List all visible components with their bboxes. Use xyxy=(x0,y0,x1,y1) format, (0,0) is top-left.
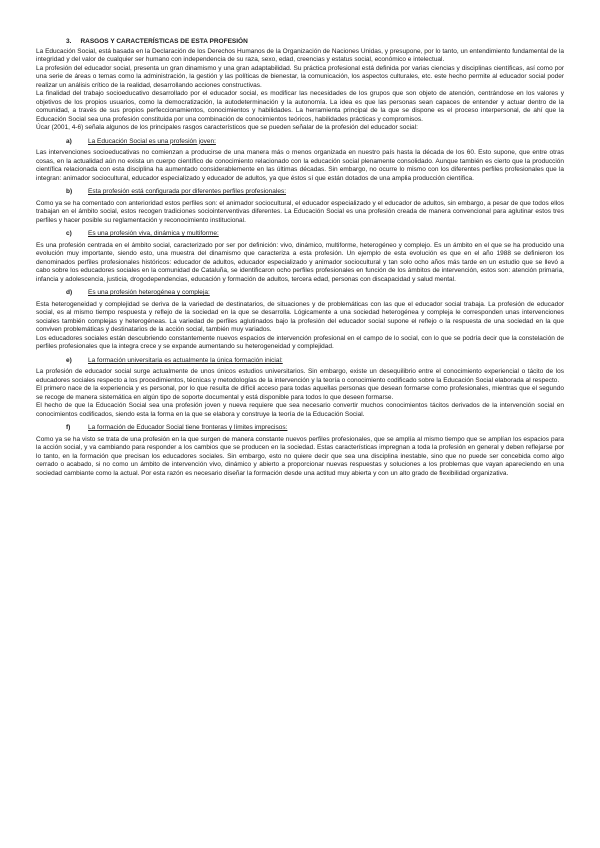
section-heading xyxy=(66,38,564,47)
intro-paragraph: La profesión del educador social, presenta un gran dinamismo y una gran adaptabilidad. Su práctica profesional está definida por varias ciencias y disciplinas científicas, así como por una serie de áreas o temas como la administración, la gestión y las políticas de bienestar, la comunicación, los aspectos culturales, etc. este hecho permite al educador social poder realizar un análisis crítico de la realidad, desarrollando acciones constructivas. xyxy=(36,64,564,89)
document-page xyxy=(36,38,564,478)
subsection-label: c) xyxy=(66,230,72,237)
subsection-title: La formación universitaria es actualmente la única formación inicial: xyxy=(88,356,283,364)
body-paragraph: El primero nace de la experiencia y es personal, por lo que resulta de difícil acceso para todas aquellas personas que desean formarse como profesionales, mientras que el segundo se recoge de manera sistemática en algún tipo de soporte documental y está disponible para todos lo que deseen formarse. xyxy=(36,385,564,401)
subsection-label: a) xyxy=(66,137,72,145)
subsection-label: e) xyxy=(66,356,72,364)
body-paragraph: La profesión de educador social surge actualmente de unos únicos estudios universitarios. Sin embargo, existe un desequilibrio entre el conocimiento experiencial o tácito de los educadores sociales respecto a los procedimientos, técnicas y metodologías de la intervención y la teoría o conocimiento codificado sobre la Educación Social elaborada al respecto. xyxy=(36,368,564,384)
subsection-title: La formación de Educador Social tiene fronteras y límites imprecisos: xyxy=(88,424,288,431)
body-paragraph: Esta heterogeneidad y complejidad se deriva de la variedad de destinatarios, de situaciones y de problemáticas con las que el educador social trabaja. La profesión de educador social, es al mismo tiempo respuesta y reflejo de la sociedad en la que se desarrolla. Lógicamente a una sociedad heterogénea y compleja le corresponden unas intervenciones sociales también complejas y heterogéneas. La variedad de perfiles aglutinados bajo la profesión del educador social supone el reflejo o la respuesta de una sociedad en la que conviven problemáticas y destinatarios de la acción social, también muy variados. xyxy=(36,300,564,333)
subsection-heading-b xyxy=(66,188,564,197)
body-paragraph: El hecho de que la Educación Social sea una profesión joven y nueva requiere que sea necesario convertir muchos conocimientos tácitos derivados de la intervención social en conocimientos codificados, siendo esta la forma en la que se elabora y construye la teoría de la Educación Social. xyxy=(36,402,564,418)
body-paragraph: Los educadores sociales están descubriendo constantemente nuevos espacios de intervención profesional en el campo de lo social, con lo que se podría decir que la constelación de perfiles profesionales que la integra crece y se expande aumentando su heterogeneidad y complejidad. xyxy=(36,334,564,350)
intro-paragraph: Úcar (2001, 4-6) señala algunos de los principales rasgos característicos que se pueden señalar de la profesión del educador social: xyxy=(36,124,418,131)
subsection-heading-e xyxy=(66,357,564,366)
section-number: 3. xyxy=(66,38,72,45)
subsection-heading-d xyxy=(66,289,564,298)
subsection-heading-c xyxy=(66,230,564,239)
intro-paragraph: La Educación Social, está basada en la Declaración de los Derechos Humanos de la Organización de Naciones Unidas, y presupone, por lo tanto, un entendimiento fundamental de la integridad y del valor de cualquier ser humano con independencia de su raza, sexo, edad, creencias y estatus social, económico e intelectual. xyxy=(36,47,564,63)
body-paragraph: Como ya se ha visto se trata de una profesión en la que surgen de manera constante nuevos perfiles profesionales, que se amplía al mismo tiempo que se amplían los espacios para la acción social, y va cambiando para responder a los cambios que se producen en la sociedad. Estas características impregnan a toda la profesión en general y deben reflejarse por lo tanto, en la formación que precisan los educadores sociales. Sin embargo, esto no quiere decir que sea una disciplina inestable, sino que no puede ser concebida como algo cerrado o acabado, si no como un ámbito de intervención vivo, dinámico y abierto a proporcionar nuevas respuestas y soluciones a los problemas que vayan apareciendo en una sociedad cambiante como la actual. Por esta razón es necesario diseñar la formación desde una actitud muy abierta y con un alto grado de flexibilidad organizativa. xyxy=(36,435,564,477)
body-paragraph: Como ya se ha comentado con anterioridad estos perfiles son: el animador sociocultural, el educador especializado y el educador de adultos, sin embargo, a pesar de que todos ellos trabajan en el ámbito social, estos recogen tradiciones sociointerventivas diferentes. La Educación Social es una profesión creada de manera convencional para aglutinar estos tres perfiles y hacer posible su reglamentación y reconocimiento institucional. xyxy=(36,199,564,224)
body-paragraph: Es una profesión centrada en el ámbito social, caracterizado por ser por definición: vivo, dinámico, multiforme, heterogéneo y complejo. Es un ámbito en el que se ha producido una evolución muy importante, siendo esto, una muestra del dinamismo que caracteriza a esta profesión. Un ejemplo de esta evolución es que en el año 1988 se definieron los denominados perfiles profesionales históricos: educador de adultos, educador especializado y animador sociocultural y tan solo ocho años más tarde en un estudio que se llevó a cabo sobre los educadores sociales en la comunidad de Cataluña, se identificaron ocho perfiles profesionales en función de los ámbitos de intervención, estos son: atención primaria, infancia y adolescencia, justicia, drogodependencias, educación y formación de adultos, tercera edad, personas con discapacidad y salud mental. xyxy=(36,241,564,283)
subsection-label: d) xyxy=(66,289,73,296)
subsection-label: b) xyxy=(66,188,73,195)
subsection-heading-a xyxy=(66,138,564,147)
section-title: RASGOS Y CARACTERÍSTICAS DE ESTA PROFESIÓN xyxy=(80,38,248,45)
body-paragraph: Las intervenciones socioeducativas no comienzan a producirse de una manera más o menos organizada en nuestro país hasta la década de los 60. Esto supone, que entre otras cosas, en la actualidad aún no exista un cuerpo científico de conocimiento relacionado con la educación social plenamente consolidado. Aunque también es cierto que la producción científica relacionada con esta disciplina ha aumentado considerablemente en las últimas décadas. Sin embargo, no ocurre lo mismo con los diferentes perfiles profesionales que la integran: animador sociocultural, educador especializado y educador de adultos, ya que éstos sí que están dotados de una amplia producción científica. xyxy=(36,149,564,182)
subsection-title: La Educación Social es una profesión joven: xyxy=(88,137,216,145)
subsection-label: f) xyxy=(66,424,71,431)
subsection-title: Es una profesión viva, dinámica y multiforme: xyxy=(88,230,219,237)
subsection-title: Esta profesión está configurada por diferentes perfiles profesionales: xyxy=(88,188,287,195)
subsection-heading-f xyxy=(66,424,564,433)
intro-paragraph: La finalidad del trabajo socioeducativo desarrollado por el educador social, es modificar las necesidades de los grupos que son objeto de atención, centrándose en los valores y objetivos de los propios usuarios, como la democratización, la autodeterminación y la autonomía. La idea es que las personas sean capaces de entender y actuar dentro de la comunidad, a través de sus propios perfeccionamientos, conocimientos y habilidades. La herramienta principal de la que se dispone es el proceso interpersonal, de ahí que la Educación Social sea una profesión constituida por una combinación de conocimientos teóricos, habilidades prácticas y compromisos. xyxy=(36,90,564,123)
subsection-title: Es una profesión heterogénea y compleja: xyxy=(88,289,210,296)
